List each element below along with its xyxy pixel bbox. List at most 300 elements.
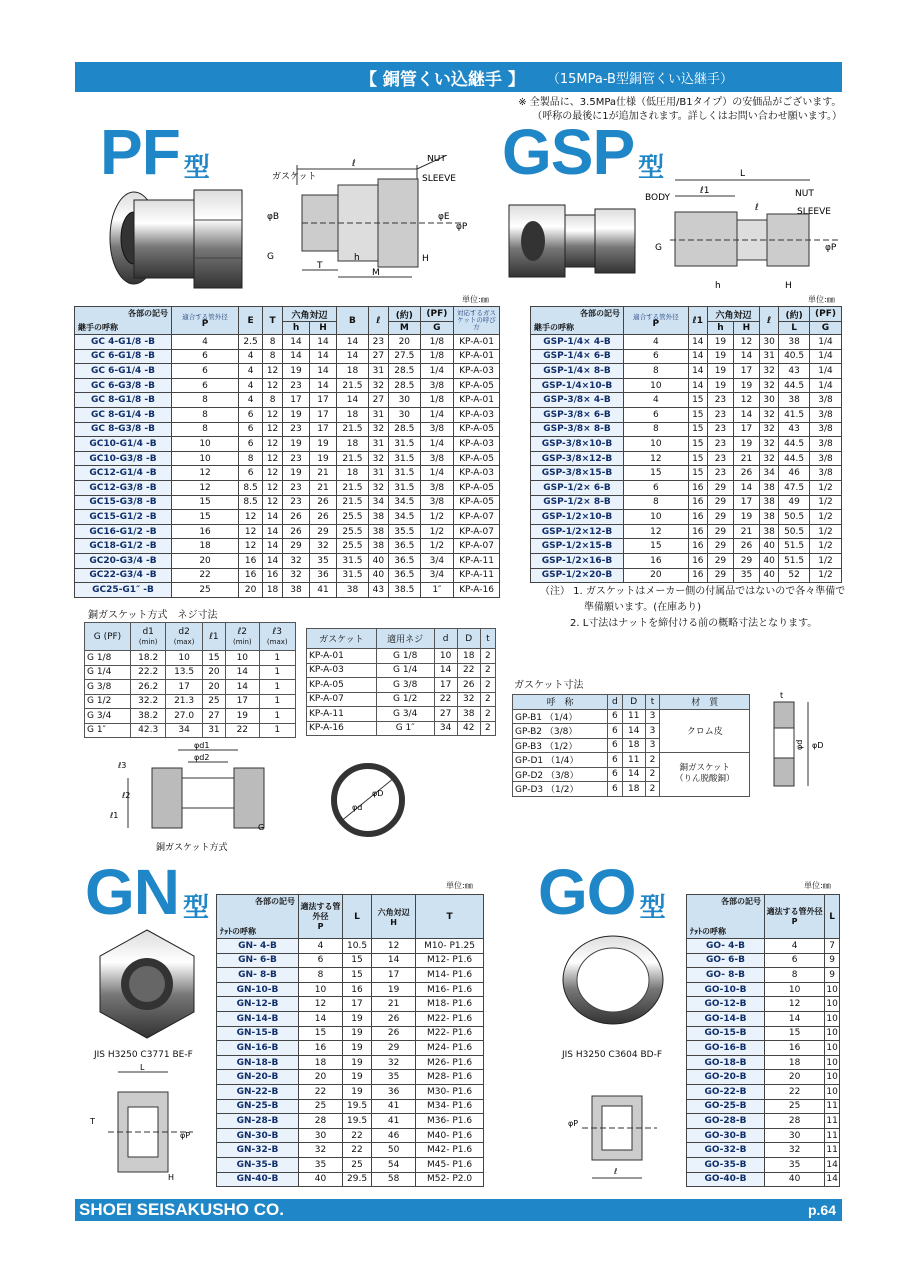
value-cell: 20 <box>172 553 239 568</box>
value-cell: 4 <box>239 349 263 364</box>
table-row <box>217 1011 484 1026</box>
value-cell: 29 <box>310 524 337 539</box>
row-name-cell: GC20-G3/4 -B <box>75 553 172 568</box>
gasket-ring-diagram <box>328 760 408 840</box>
table-row <box>687 1128 840 1143</box>
row-name-cell: GC16-G1/2 -B <box>75 524 172 539</box>
value-cell: 22 <box>299 1084 343 1099</box>
value-cell: 15 <box>343 953 372 968</box>
value-cell: 21 <box>733 524 759 539</box>
value-cell: 10 <box>624 437 689 452</box>
table-row <box>75 568 500 583</box>
value-cell: 38 <box>368 510 388 525</box>
value-cell: 19 <box>343 1084 372 1099</box>
value-cell: 4 <box>239 364 263 379</box>
row-name-cell: GC 6-G3/8 -B <box>75 378 172 393</box>
value-cell: 14 <box>310 378 337 393</box>
header-cell: D <box>457 629 480 649</box>
dim-label: ℓ <box>614 1167 618 1176</box>
value-cell: 16 <box>688 539 707 554</box>
row-name-cell: GN-28-B <box>217 1114 299 1129</box>
table-row <box>75 364 500 379</box>
value-cell: 13.5 <box>166 665 202 680</box>
value-cell: 1/2 <box>809 568 841 583</box>
value-cell: 3/8 <box>809 422 841 437</box>
value-cell: KP-A-05 <box>454 480 500 495</box>
value-cell: 31.5 <box>388 480 420 495</box>
value-cell: 10 <box>825 1041 840 1056</box>
value-cell: 1 <box>259 723 295 738</box>
value-cell: 27 <box>368 393 388 408</box>
value-cell: 20 <box>299 1070 343 1085</box>
header-cell: ℓ <box>759 307 778 335</box>
unit-label: 単位:㎜ <box>804 881 831 890</box>
pf-table-body <box>75 335 500 598</box>
header-cell: 各部の記号 ﾅｯﾄの呼称 <box>217 895 299 939</box>
value-cell: 35 <box>310 553 337 568</box>
go-dimension-diagram <box>562 1066 672 1186</box>
row-name-cell: G 3/8 <box>85 680 131 695</box>
table-row <box>75 393 500 408</box>
value-cell: 6 <box>239 407 263 422</box>
value-cell: 1/8 <box>420 393 453 408</box>
row-name-cell: KP-A-01 <box>307 649 377 664</box>
row-name-cell: GO- 4-B <box>687 939 765 954</box>
value-cell: 26 <box>372 1011 416 1026</box>
gasket-dim-table <box>512 694 750 797</box>
value-cell: M36- P1.6 <box>416 1114 484 1129</box>
value-cell: KP-A-07 <box>454 524 500 539</box>
table-row <box>217 1157 484 1172</box>
go-sleeve-photo <box>558 930 668 1030</box>
value-cell: M10- P1.25 <box>416 939 484 954</box>
header-cell: (PF) <box>420 307 453 322</box>
value-cell: 51.5 <box>779 539 810 554</box>
value-cell: 30 <box>299 1128 343 1143</box>
row-name-cell: GO-10-B <box>687 982 765 997</box>
row-name-cell: GN-18-B <box>217 1055 299 1070</box>
value-cell: 32 <box>368 480 388 495</box>
table-row <box>307 707 496 722</box>
value-cell: 16 <box>688 510 707 525</box>
value-cell: 14 <box>263 524 283 539</box>
value-cell: 3/8 <box>420 378 453 393</box>
value-cell: 15 <box>299 1026 343 1041</box>
value-cell: 2 <box>480 663 495 678</box>
value-cell: 32 <box>368 378 388 393</box>
value-cell: 17 <box>733 495 759 510</box>
table-row <box>217 1070 484 1085</box>
row-name-cell: GO-40-B <box>687 1172 765 1187</box>
row-name-cell: GSP-1/2×12-B <box>531 524 624 539</box>
value-cell: 14 <box>825 1157 840 1172</box>
value-cell: 1/2 <box>809 480 841 495</box>
dim-label: L <box>140 1063 145 1072</box>
value-cell: 15 <box>688 451 707 466</box>
value-cell: 46 <box>779 466 810 481</box>
table-row <box>75 553 500 568</box>
value-cell: 19 <box>283 466 310 481</box>
value-cell: 26 <box>457 678 480 693</box>
table-row <box>531 568 842 583</box>
value-cell: 32 <box>368 422 388 437</box>
value-cell: 15 <box>624 539 689 554</box>
row-name-cell: GN-20-B <box>217 1070 299 1085</box>
value-cell: 8 <box>624 495 689 510</box>
value-cell: 20 <box>624 568 689 583</box>
value-cell: 6 <box>765 953 825 968</box>
header-cell: 適用ネジ <box>376 629 434 649</box>
value-cell: 32 <box>759 407 778 422</box>
value-cell: KP-A-11 <box>454 553 500 568</box>
value-cell: 38.5 <box>388 583 420 598</box>
value-cell: 19 <box>707 364 733 379</box>
value-cell: 16 <box>624 553 689 568</box>
value-cell: 17 <box>226 694 260 709</box>
value-cell: 14 <box>688 378 707 393</box>
value-cell: 14 <box>263 510 283 525</box>
value-cell: 8 <box>624 422 689 437</box>
value-cell: 21 <box>372 997 416 1012</box>
header-cell: 適法する管外径 P <box>299 895 343 939</box>
value-cell: 18.2 <box>130 651 165 666</box>
value-cell: 16 <box>765 1041 825 1056</box>
table-row <box>217 1114 484 1129</box>
table-row <box>687 1041 840 1056</box>
row-name-cell: GC 8-G1/8 -B <box>75 393 172 408</box>
dim-label: G <box>267 252 274 262</box>
table-row <box>217 1128 484 1143</box>
row-name-cell: GSP-1/4× 4-B <box>531 335 624 350</box>
gn-spec-table <box>216 894 484 1187</box>
value-cell: M24- P1.6 <box>416 1041 484 1056</box>
value-cell: 1/4 <box>809 364 841 379</box>
table-row <box>217 1172 484 1187</box>
value-cell: 18 <box>172 539 239 554</box>
value-cell: KP-A-03 <box>454 364 500 379</box>
row-name-cell: GC25-G1″ -B <box>75 583 172 598</box>
table-row <box>75 437 500 452</box>
value-cell: 1/8 <box>420 335 453 350</box>
note-line: （呼称の最後に1が追加されます。詳しくはお問い合わせ願います。） <box>532 111 842 122</box>
value-cell: 19 <box>310 451 337 466</box>
table-row <box>217 1143 484 1158</box>
table-row <box>217 953 484 968</box>
header-cell: E <box>239 307 263 335</box>
dim-label: φE <box>438 212 450 222</box>
value-cell: 15 <box>688 422 707 437</box>
material-cell: 銅ガスケット （りん脱酸銅） <box>660 753 750 797</box>
table-row <box>687 1143 840 1158</box>
value-cell: 23 <box>283 378 310 393</box>
value-cell: 28 <box>299 1114 343 1129</box>
unit-label: 単位:㎜ <box>808 295 835 304</box>
value-cell: 1/2 <box>420 539 453 554</box>
value-cell: 27 <box>202 709 225 724</box>
value-cell: 21.5 <box>337 480 369 495</box>
value-cell: 19 <box>226 709 260 724</box>
value-cell: 1/2 <box>809 553 841 568</box>
value-cell: 23 <box>368 335 388 350</box>
note-line: ※ 全製品に、3.5MPa仕様（低圧用/B1タイプ）の安価品がございます。 <box>518 97 842 108</box>
value-cell: 29 <box>707 553 733 568</box>
type-suffix: 型 <box>183 152 210 182</box>
value-cell: 26 <box>733 466 759 481</box>
table-row: GP-B1 （1/4） 6 11 3 クロム皮 <box>513 709 750 724</box>
row-name-cell: GC18-G1/2 -B <box>75 539 172 554</box>
table-row <box>75 422 500 437</box>
table-row <box>75 407 500 422</box>
value-cell: 17 <box>310 422 337 437</box>
value-cell: 17 <box>310 407 337 422</box>
row-name-cell: GO-12-B <box>687 997 765 1012</box>
value-cell: 14 <box>688 364 707 379</box>
value-cell: 15 <box>688 407 707 422</box>
table-row <box>217 1026 484 1041</box>
header-cell: ℓ3 (max) <box>259 623 295 651</box>
value-cell: 31.5 <box>388 451 420 466</box>
table-row <box>531 364 842 379</box>
thread-table-body <box>85 651 296 738</box>
value-cell: 36.5 <box>388 568 420 583</box>
value-cell: 19 <box>343 1011 372 1026</box>
value-cell: 1/4 <box>809 349 841 364</box>
value-cell: 10 <box>172 451 239 466</box>
header-cell: L <box>779 322 810 335</box>
row-name-cell: G 3/4 <box>85 709 131 724</box>
value-cell: 19 <box>733 437 759 452</box>
value-cell: 12 <box>239 510 263 525</box>
value-cell: 8 <box>263 349 283 364</box>
value-cell: 15 <box>172 510 239 525</box>
row-name-cell: GC10-G3/8 -B <box>75 451 172 466</box>
value-cell: 28.5 <box>388 378 420 393</box>
value-cell: 4 <box>239 393 263 408</box>
value-cell: 44.5 <box>779 378 810 393</box>
table-row <box>531 466 842 481</box>
value-cell: 22 <box>765 1084 825 1099</box>
row-name-cell: GSP-3/8×15-B <box>531 466 624 481</box>
value-cell: M42- P1.6 <box>416 1143 484 1158</box>
value-cell: 26 <box>310 510 337 525</box>
value-cell: 18 <box>337 407 369 422</box>
value-cell: 44.5 <box>779 437 810 452</box>
value-cell: 43 <box>779 364 810 379</box>
dim-label: ℓ <box>755 203 759 213</box>
value-cell: 1/2 <box>809 539 841 554</box>
value-cell: 18 <box>457 649 480 664</box>
value-cell: 12 <box>733 335 759 350</box>
row-name-cell: GO-35-B <box>687 1157 765 1172</box>
dim-label: T <box>90 1117 95 1126</box>
value-cell: KP-A-16 <box>454 583 500 598</box>
value-cell: 2 <box>480 707 495 722</box>
table-row <box>307 692 496 707</box>
header-cell: t <box>645 695 660 710</box>
value-cell: 52 <box>779 568 810 583</box>
row-name-cell: KP-A-07 <box>307 692 377 707</box>
value-cell: 10 <box>166 651 202 666</box>
table-row <box>217 997 484 1012</box>
value-cell: 29.5 <box>343 1172 372 1187</box>
value-cell: 23 <box>707 407 733 422</box>
value-cell: 35 <box>765 1157 825 1172</box>
value-cell: M16- P1.6 <box>416 982 484 997</box>
row-name-cell: GO-30-B <box>687 1128 765 1143</box>
table-row <box>687 1026 840 1041</box>
value-cell: 43 <box>779 422 810 437</box>
value-cell: 1 <box>259 665 295 680</box>
page-title: 【 銅管くい込継手 】 <box>360 69 525 90</box>
dim-label: G <box>258 823 265 832</box>
table-row <box>217 968 484 983</box>
value-cell: 19 <box>733 378 759 393</box>
table-row <box>531 524 842 539</box>
value-cell: 20 <box>239 583 263 598</box>
row-name-cell: KP-A-05 <box>307 678 377 693</box>
gasket-screw-body <box>307 649 496 736</box>
page-subtitle: （15MPa-B型銅管くい込継手） <box>546 71 733 87</box>
value-cell: 3/8 <box>809 393 841 408</box>
value-cell: 16 <box>343 982 372 997</box>
value-cell: 3/8 <box>420 422 453 437</box>
value-cell: KP-A-03 <box>454 407 500 422</box>
value-cell: 31.5 <box>337 553 369 568</box>
gasket-dim-body <box>513 709 750 796</box>
value-cell: KP-A-03 <box>454 466 500 481</box>
header-cell: d2 (max) <box>166 623 202 651</box>
value-cell: 23 <box>707 466 733 481</box>
value-cell: 10 <box>765 982 825 997</box>
value-cell: 36.5 <box>388 539 420 554</box>
value-cell: 21.5 <box>337 451 369 466</box>
row-name-cell: GSP-1/4× 8-B <box>531 364 624 379</box>
gn-table-body <box>217 939 484 1187</box>
row-name-cell: GC22-G3/4 -B <box>75 568 172 583</box>
table-row <box>687 1157 840 1172</box>
value-cell: 25 <box>765 1099 825 1114</box>
value-cell: 38 <box>779 335 810 350</box>
value-cell: 17 <box>733 422 759 437</box>
header-cell: ℓ1 <box>688 307 707 335</box>
value-cell: 14 <box>765 1011 825 1026</box>
value-cell: 32 <box>759 422 778 437</box>
value-cell: 6 <box>239 466 263 481</box>
value-cell: 14 <box>310 335 337 350</box>
dim-label: H <box>422 254 429 264</box>
header-cell: L <box>343 895 372 939</box>
value-cell: 23 <box>707 393 733 408</box>
row-name-cell: GC15-G3/8 -B <box>75 495 172 510</box>
value-cell: 19 <box>283 407 310 422</box>
header-cell: D <box>622 695 645 710</box>
value-cell: 23 <box>707 451 733 466</box>
value-cell: 10 <box>434 649 457 664</box>
value-cell: G 1″ <box>376 721 434 736</box>
value-cell: 10 <box>825 982 840 997</box>
note-line: 2. L寸法はナットを締付ける前の概略寸法となります。 <box>570 618 818 629</box>
value-cell: 4 <box>624 335 689 350</box>
pf-fitting-photo <box>100 180 250 295</box>
value-cell: 26 <box>283 524 310 539</box>
value-cell: M22- P1.6 <box>416 1026 484 1041</box>
value-cell: M18- P1.6 <box>416 997 484 1012</box>
value-cell: 12 <box>263 495 283 510</box>
value-cell: 8 <box>263 335 283 350</box>
dim-label: φd2 <box>194 753 210 762</box>
value-cell: 25 <box>299 1099 343 1114</box>
value-cell: 32 <box>283 568 310 583</box>
value-cell: 14 <box>337 349 369 364</box>
value-cell: M34- P1.6 <box>416 1099 484 1114</box>
header-cell: G <box>809 322 841 335</box>
value-cell: 19 <box>283 364 310 379</box>
value-cell: 11 <box>825 1114 840 1129</box>
gasket-screw-table <box>306 628 496 736</box>
value-cell: 46 <box>372 1128 416 1143</box>
table-row <box>217 1084 484 1099</box>
value-cell: 32 <box>368 451 388 466</box>
type-suffix: 型 <box>183 892 210 922</box>
header-cell: L <box>825 895 840 939</box>
value-cell: 31 <box>368 437 388 452</box>
value-cell: 12 <box>172 480 239 495</box>
value-cell: 8.5 <box>239 495 263 510</box>
value-cell: 12 <box>263 437 283 452</box>
header-cell: B <box>337 307 369 335</box>
table-row <box>75 495 500 510</box>
row-name-cell: GC12-G3/8 -B <box>75 480 172 495</box>
value-cell: 41 <box>372 1114 416 1129</box>
pf-heading <box>100 116 210 188</box>
header-cell: T <box>263 307 283 335</box>
table-row <box>531 378 842 393</box>
value-cell: 14 <box>688 335 707 350</box>
value-cell: 1/4 <box>420 364 453 379</box>
value-cell: 40 <box>299 1172 343 1187</box>
table-row <box>85 709 296 724</box>
value-cell: 38 <box>759 495 778 510</box>
value-cell: 25 <box>202 694 225 709</box>
value-cell: 18 <box>765 1055 825 1070</box>
row-name-cell: KP-A-03 <box>307 663 377 678</box>
value-cell: G 1/2 <box>376 692 434 707</box>
value-cell: 6 <box>624 480 689 495</box>
header-cell: d1 (min) <box>130 623 165 651</box>
value-cell: M52- P2.0 <box>416 1172 484 1187</box>
dim-label: φd <box>795 739 804 750</box>
value-cell: KP-A-05 <box>454 451 500 466</box>
value-cell: 3/8 <box>420 451 453 466</box>
value-cell: 2 <box>480 692 495 707</box>
dim-label: φP <box>456 222 468 232</box>
value-cell: 1″ <box>420 583 453 598</box>
value-cell: 15 <box>688 393 707 408</box>
table-row <box>75 524 500 539</box>
value-cell: 12 <box>263 451 283 466</box>
row-name-cell: GO-28-B <box>687 1114 765 1129</box>
value-cell: 18 <box>263 583 283 598</box>
nut-label: NUT <box>795 189 814 199</box>
table-row <box>687 1172 840 1187</box>
value-cell: 6 <box>239 422 263 437</box>
value-cell: 2.5 <box>239 335 263 350</box>
table-row <box>687 1099 840 1114</box>
gsp-table-body <box>531 335 842 583</box>
value-cell: 1/2 <box>809 495 841 510</box>
value-cell: 31 <box>368 364 388 379</box>
row-name-cell: GO-32-B <box>687 1143 765 1158</box>
